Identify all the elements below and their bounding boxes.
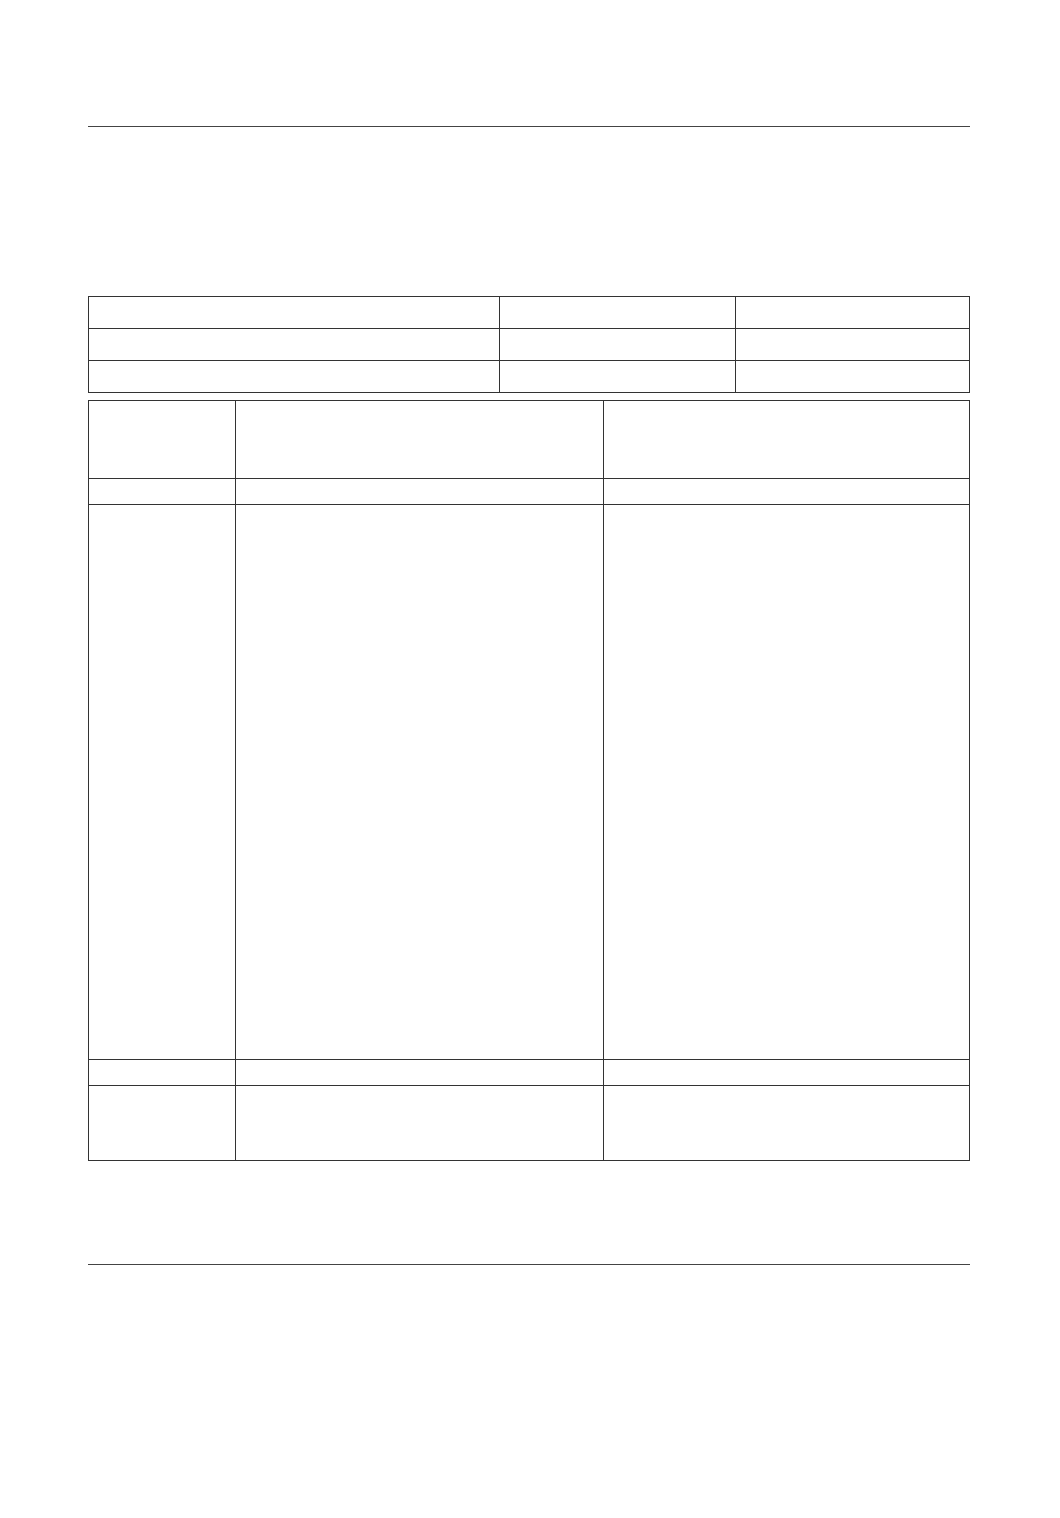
ugr-value — [760, 756, 820, 781]
ugr-value — [760, 528, 820, 553]
ugr-value — [687, 984, 747, 1009]
ugr-value — [467, 528, 527, 553]
room-y-label — [179, 933, 229, 958]
ugr-value — [834, 908, 894, 933]
spacing-label — [99, 1086, 195, 1111]
ugr-value — [320, 883, 380, 908]
ugr-value — [760, 705, 820, 730]
room-y-label — [179, 756, 229, 781]
ugr-value — [393, 908, 453, 933]
ceiling-reflectance-value — [834, 401, 894, 426]
room-y-label — [179, 781, 229, 806]
ugr-value — [834, 705, 894, 730]
ugr-value — [467, 781, 527, 806]
ugr-value — [246, 756, 306, 781]
ugr-value — [613, 1034, 673, 1059]
ugr-value — [760, 680, 820, 705]
ugr-value — [907, 528, 967, 553]
ugr-value — [613, 604, 673, 629]
ugr-value — [834, 630, 894, 655]
room-y-label — [179, 883, 229, 908]
ugr-value — [320, 1034, 380, 1059]
ugr-value — [246, 731, 306, 756]
ugr-value — [687, 528, 747, 553]
room-y-label — [179, 579, 229, 604]
ugr-value — [246, 604, 306, 629]
ugr-value — [834, 604, 894, 629]
ugr-value — [834, 883, 894, 908]
ugr-value — [540, 807, 600, 832]
ugr-value — [540, 756, 600, 781]
ugr-value — [760, 503, 820, 528]
wall-reflectance-value — [834, 426, 894, 451]
ugr-value — [540, 604, 600, 629]
ugr-value — [613, 984, 673, 1009]
ugr-value — [393, 883, 453, 908]
room-x-label — [93, 680, 155, 705]
ugr-value — [393, 554, 453, 579]
ugr-value — [907, 1009, 967, 1034]
ugr-value — [687, 1034, 747, 1059]
ceiling-reflectance-value — [246, 401, 306, 426]
ugr-value — [760, 857, 820, 882]
ceiling-reflectance-value — [467, 401, 527, 426]
ugr-value — [687, 731, 747, 756]
ugr-value — [834, 807, 894, 832]
room-y-label — [179, 630, 229, 655]
ugr-value — [687, 933, 747, 958]
ugr-value — [834, 781, 894, 806]
ugr-value — [834, 756, 894, 781]
ugr-value — [834, 1009, 894, 1034]
ugr-value — [246, 984, 306, 1009]
ugr-value — [540, 503, 600, 528]
ugr-value — [907, 883, 967, 908]
ugr-value — [540, 680, 600, 705]
ugr-value — [760, 807, 820, 832]
ugr-value — [613, 1009, 673, 1034]
room-y-label — [179, 554, 229, 579]
ugr-value — [907, 579, 967, 604]
work-reflectance-value — [760, 451, 820, 476]
ugr-value — [320, 554, 380, 579]
ugr-value — [613, 731, 673, 756]
ugr-value — [393, 680, 453, 705]
ugr-value — [320, 579, 380, 604]
ugr-value — [467, 604, 527, 629]
footer-divider — [88, 1264, 970, 1265]
ugr-value — [393, 528, 453, 553]
ugr-value — [687, 807, 747, 832]
ugr-value — [540, 781, 600, 806]
ugr-value — [320, 1009, 380, 1034]
ugr-value — [246, 933, 306, 958]
ugr-value — [467, 984, 527, 1009]
ugr-value — [246, 579, 306, 604]
everfine-logo — [764, 46, 766, 76]
ugr-value — [320, 807, 380, 832]
ugr-value — [540, 908, 600, 933]
ugr-value — [246, 857, 306, 882]
ugr-value — [393, 756, 453, 781]
wall-reflectance-value — [760, 426, 820, 451]
wall-reflectance-value — [467, 426, 527, 451]
ugr-value — [687, 857, 747, 882]
ugr-value — [467, 933, 527, 958]
ugr-value — [687, 554, 747, 579]
ugr-value — [687, 883, 747, 908]
ugr-value — [246, 1009, 306, 1034]
ugr-value — [687, 630, 747, 655]
ugr-value — [320, 503, 380, 528]
ugr-value — [540, 554, 600, 579]
ugr-value — [760, 933, 820, 958]
ugr-value — [613, 807, 673, 832]
work-reflectance-value — [687, 451, 747, 476]
ugr-value — [760, 604, 820, 629]
column-divider — [235, 401, 236, 1160]
ugr-value — [907, 1034, 967, 1059]
wall-reflectance-value — [393, 426, 453, 451]
ugr-value — [467, 503, 527, 528]
room-x-label — [93, 857, 155, 882]
work-reflectance-value — [540, 451, 600, 476]
work-reflectance-value — [834, 451, 894, 476]
ugr-value — [540, 883, 600, 908]
wall-reflectance-value — [687, 426, 747, 451]
crosswise-variation — [235, 1086, 603, 1111]
ugr-value — [320, 984, 380, 1009]
room-y-label — [179, 807, 229, 832]
ugr-value — [393, 503, 453, 528]
ugr-value — [540, 1034, 600, 1059]
ceiling-reflectance-value — [613, 401, 673, 426]
ugr-value — [687, 705, 747, 730]
ugr-value — [613, 630, 673, 655]
ugr-value — [540, 579, 600, 604]
ugr-value — [246, 807, 306, 832]
ugr-value — [467, 731, 527, 756]
ceiling-reflectance-value — [540, 401, 600, 426]
ceiling-reflectance-value — [687, 401, 747, 426]
ugr-value — [907, 756, 967, 781]
ugr-value — [613, 883, 673, 908]
ugr-value — [246, 908, 306, 933]
info-row — [89, 297, 969, 329]
ugr-value — [467, 1034, 527, 1059]
workplane-label — [149, 451, 231, 476]
ugr-value — [540, 1009, 600, 1034]
ceiling-reflectance-value — [393, 401, 453, 426]
ugr-value — [687, 1009, 747, 1034]
ugr-value — [834, 503, 894, 528]
ceiling-reflectance-value — [320, 401, 380, 426]
ugr-value — [467, 857, 527, 882]
ugr-value — [907, 680, 967, 705]
ugr-value — [834, 554, 894, 579]
work-reflectance-value — [320, 451, 380, 476]
ugr-value — [834, 933, 894, 958]
ugr-value — [907, 554, 967, 579]
ugr-value — [613, 503, 673, 528]
ugr-value — [393, 857, 453, 882]
wall-label — [149, 426, 231, 451]
header-divider — [88, 126, 970, 127]
crosswise-header — [235, 477, 603, 502]
ugr-value — [907, 857, 967, 882]
ugr-value — [540, 630, 600, 655]
column-divider — [603, 401, 604, 1160]
ugr-value — [393, 984, 453, 1009]
ugr-value — [540, 528, 600, 553]
ugr-value — [467, 579, 527, 604]
work-reflectance-value — [907, 451, 967, 476]
ugr-value — [907, 781, 967, 806]
ugr-value — [320, 908, 380, 933]
ugr-value — [834, 680, 894, 705]
ugr-value — [760, 630, 820, 655]
ugr-value — [760, 984, 820, 1009]
ugr-value — [246, 680, 306, 705]
footer-right — [490, 1272, 507, 1500]
ugr-value — [613, 528, 673, 553]
ugr-value — [320, 781, 380, 806]
ugr-value — [246, 630, 306, 655]
ugr-value — [320, 630, 380, 655]
ugr-value — [613, 857, 673, 882]
ugr-value — [834, 857, 894, 882]
endwise-header — [603, 477, 971, 502]
ugr-value — [907, 604, 967, 629]
ugr-value — [907, 984, 967, 1009]
ugr-value — [467, 908, 527, 933]
room-y-label — [179, 528, 229, 553]
ugr-value — [320, 857, 380, 882]
ugr-value — [760, 731, 820, 756]
ugr-value — [613, 908, 673, 933]
wall-reflectance-value — [907, 426, 967, 451]
ugr-value — [613, 554, 673, 579]
wall-reflectance-value — [540, 426, 600, 451]
ugr-value — [760, 1009, 820, 1034]
ugr-value — [907, 705, 967, 730]
ugr-table — [88, 400, 970, 1161]
room-y-label — [179, 731, 229, 756]
work-reflectance-value — [467, 451, 527, 476]
ugr-value — [320, 528, 380, 553]
ugr-value — [246, 883, 306, 908]
room-y-label — [179, 984, 229, 1009]
ugr-value — [393, 579, 453, 604]
ugr-value — [907, 807, 967, 832]
ugr-value — [613, 705, 673, 730]
ugr-value — [760, 883, 820, 908]
work-reflectance-value — [246, 451, 306, 476]
ugr-value — [834, 984, 894, 1009]
ugr-value — [320, 933, 380, 958]
room-y-label — [179, 1034, 229, 1059]
room-y-label — [179, 1009, 229, 1034]
ugr-value — [540, 933, 600, 958]
ugr-value — [467, 554, 527, 579]
luminaire-info-box — [88, 296, 970, 393]
ugr-value — [467, 630, 527, 655]
ugr-value — [467, 756, 527, 781]
ugr-value — [687, 680, 747, 705]
room-y-label — [179, 503, 229, 528]
room-y-label — [179, 680, 229, 705]
ugr-value — [393, 933, 453, 958]
ugr-value — [393, 731, 453, 756]
ugr-value — [613, 933, 673, 958]
ugr-value — [687, 908, 747, 933]
ugr-value — [246, 1034, 306, 1059]
ugr-value — [687, 503, 747, 528]
ugr-value — [907, 933, 967, 958]
ugr-value — [393, 1034, 453, 1059]
ugr-value — [320, 680, 380, 705]
ceiling-reflectance-value — [907, 401, 967, 426]
work-reflectance-value — [613, 451, 673, 476]
ugr-value — [834, 528, 894, 553]
ugr-value — [540, 731, 600, 756]
ugr-value — [246, 503, 306, 528]
info-row — [89, 329, 969, 361]
wall-reflectance-value — [246, 426, 306, 451]
ugr-value — [760, 579, 820, 604]
ugr-value — [467, 1009, 527, 1034]
ugr-value — [687, 579, 747, 604]
ugr-value — [760, 781, 820, 806]
ugr-value — [834, 579, 894, 604]
wall-reflectance-value — [613, 426, 673, 451]
room-y-label — [179, 857, 229, 882]
ugr-value — [613, 781, 673, 806]
ugr-value — [320, 604, 380, 629]
ugr-value — [760, 554, 820, 579]
ugr-value — [687, 756, 747, 781]
ugr-value — [540, 984, 600, 1009]
ugr-value — [320, 731, 380, 756]
ugr-value — [687, 604, 747, 629]
room-y-label — [179, 908, 229, 933]
ugr-value — [246, 705, 306, 730]
row-divider — [89, 1059, 969, 1060]
ugr-value — [467, 680, 527, 705]
ugr-value — [467, 807, 527, 832]
ugr-value — [540, 857, 600, 882]
ugr-value — [393, 604, 453, 629]
ugr-value — [760, 908, 820, 933]
room-x-label — [93, 984, 155, 1009]
ugr-value — [393, 1009, 453, 1034]
ugr-value — [540, 705, 600, 730]
ugr-value — [687, 781, 747, 806]
ugr-value — [246, 554, 306, 579]
room-y-label — [179, 604, 229, 629]
ugr-value — [834, 1034, 894, 1059]
ugr-value — [613, 579, 673, 604]
ugr-value — [320, 705, 380, 730]
ugr-value — [467, 705, 527, 730]
wall-reflectance-value — [320, 426, 380, 451]
ugr-value — [907, 908, 967, 933]
room-y-label — [179, 705, 229, 730]
ugr-value — [393, 630, 453, 655]
ugr-value — [246, 781, 306, 806]
ceiling-label — [149, 401, 231, 426]
ugr-value — [760, 1034, 820, 1059]
footer-left — [128, 1272, 145, 1500]
ugr-value — [907, 630, 967, 655]
ugr-value — [320, 756, 380, 781]
work-reflectance-value — [393, 451, 453, 476]
ugr-value — [467, 883, 527, 908]
ugr-value — [613, 756, 673, 781]
ugr-value — [393, 705, 453, 730]
ugr-value — [834, 731, 894, 756]
ugr-value — [393, 781, 453, 806]
ugr-value — [393, 807, 453, 832]
ceiling-reflectance-value — [760, 401, 820, 426]
info-row — [89, 361, 969, 392]
ugr-value — [907, 503, 967, 528]
ugr-value — [613, 680, 673, 705]
ugr-value — [907, 731, 967, 756]
ugr-value — [246, 528, 306, 553]
